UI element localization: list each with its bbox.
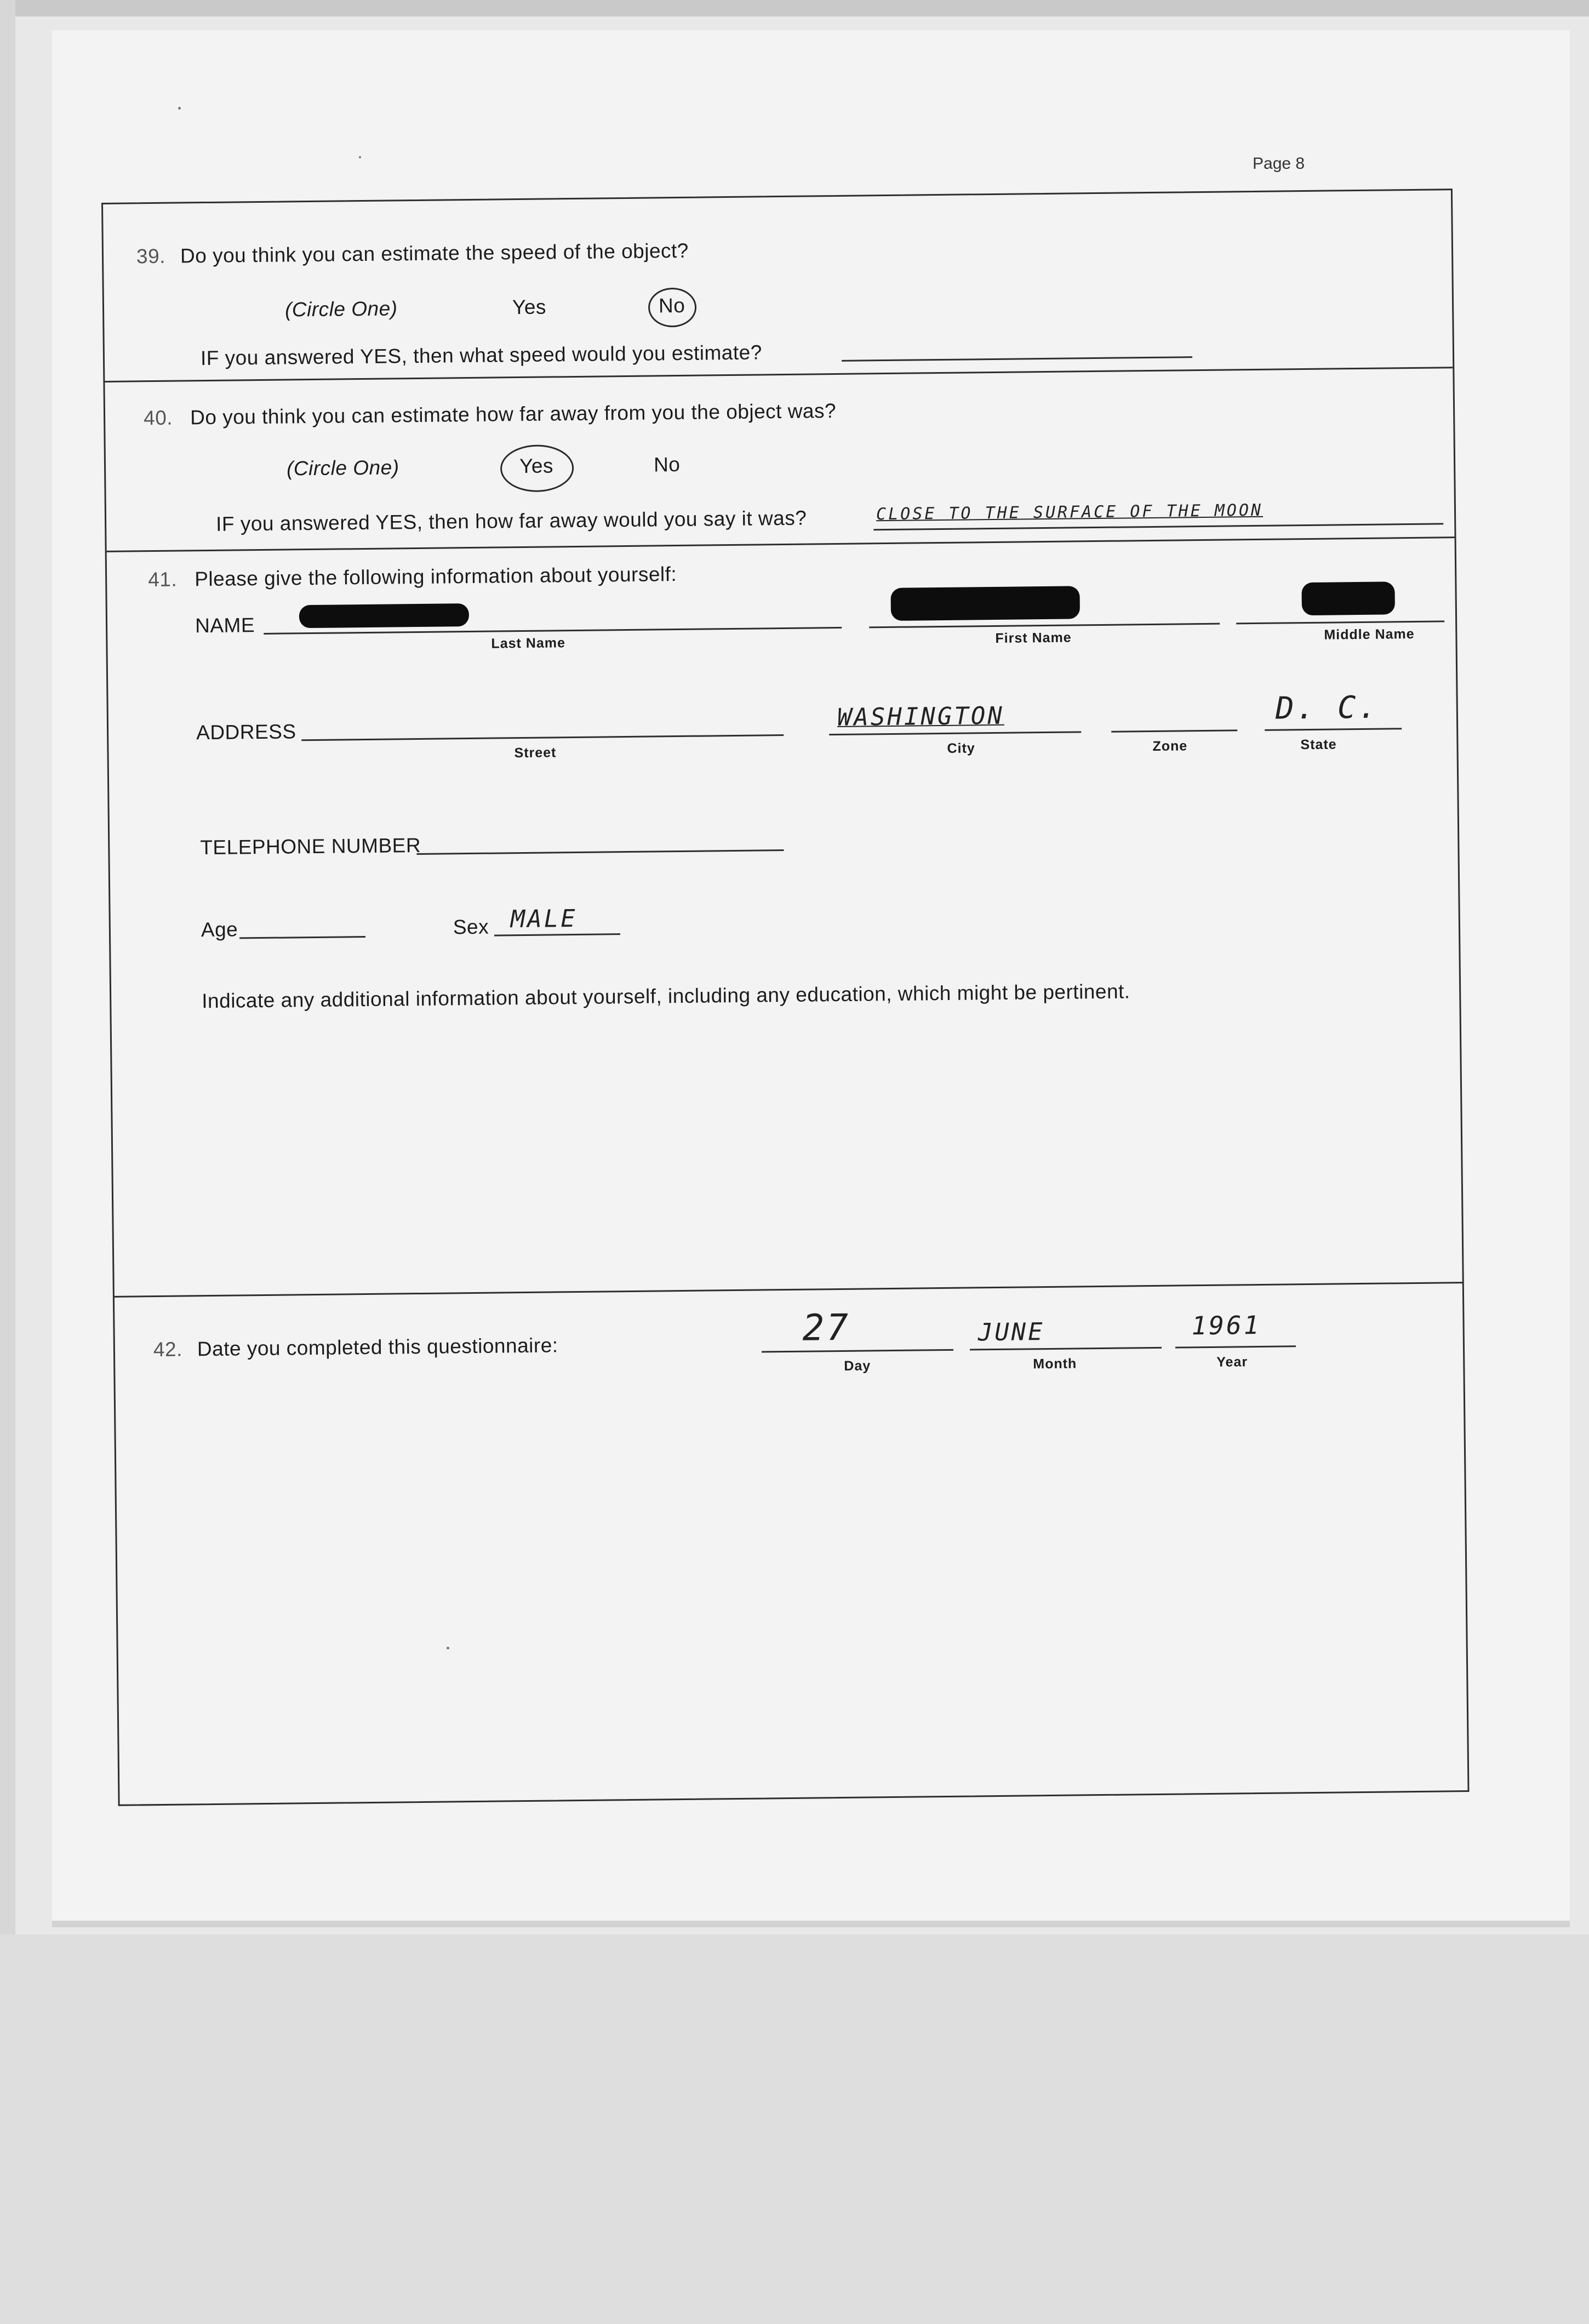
year-caption: Year bbox=[1216, 1354, 1248, 1370]
question-42-section bbox=[115, 1283, 1468, 1805]
sex-line[interactable] bbox=[494, 933, 620, 936]
middle-name-line[interactable] bbox=[1236, 620, 1444, 624]
scan-speck bbox=[178, 107, 181, 110]
question-number: 40. bbox=[143, 406, 173, 430]
redaction bbox=[299, 603, 469, 628]
followup-text: IF you answered YES, then what speed would you estimate? bbox=[200, 341, 762, 370]
distance-answer-line[interactable] bbox=[873, 523, 1443, 530]
option-yes[interactable]: Yes bbox=[512, 295, 547, 319]
followup-text: IF you answered YES, then how far away would you say it was? bbox=[215, 506, 807, 535]
year-value: 1961 bbox=[1191, 1310, 1261, 1341]
year-line[interactable] bbox=[1175, 1345, 1296, 1348]
distance-answer: CLOSE TO THE SURFACE OF THE MOON bbox=[876, 500, 1264, 524]
last-name-caption: Last Name bbox=[491, 635, 566, 652]
page-number: Page 8 bbox=[1253, 155, 1305, 173]
redaction bbox=[1301, 581, 1395, 615]
circle-one-label: (Circle One) bbox=[286, 456, 399, 480]
selection-circle bbox=[500, 444, 574, 492]
name-label: NAME bbox=[195, 614, 255, 637]
state-caption: State bbox=[1300, 736, 1337, 753]
question-text: Please give the following information about yourself: bbox=[194, 563, 677, 591]
zone-caption: Zone bbox=[1152, 738, 1188, 754]
option-no[interactable]: No bbox=[658, 294, 685, 317]
telephone-label: TELEPHONE NUMBER bbox=[200, 833, 421, 859]
age-label: Age bbox=[201, 918, 238, 941]
street-line[interactable] bbox=[301, 734, 784, 741]
question-number: 42. bbox=[153, 1338, 183, 1361]
zone-line[interactable] bbox=[1111, 729, 1237, 732]
month-line[interactable] bbox=[970, 1347, 1162, 1351]
scan-top-edge bbox=[0, 0, 1589, 16]
question-number: 39. bbox=[136, 244, 166, 268]
day-line[interactable] bbox=[762, 1349, 953, 1353]
city-line[interactable] bbox=[829, 731, 1081, 735]
state-line[interactable] bbox=[1265, 728, 1402, 731]
sex-label: Sex bbox=[453, 915, 489, 939]
last-name-line[interactable] bbox=[264, 627, 842, 635]
questionnaire-form bbox=[101, 189, 1470, 1806]
question-40-section bbox=[105, 368, 1454, 552]
selection-circle bbox=[648, 288, 697, 328]
additional-info-text: Indicate any additional information about yourself, including any education, which might be pertinent. bbox=[202, 980, 1130, 1013]
scan-bottom-band bbox=[0, 1934, 1589, 2324]
sex-value: MALE bbox=[510, 904, 578, 934]
scan-speck bbox=[359, 156, 361, 158]
city-value: WASHINGTON bbox=[837, 701, 1005, 732]
question-39-section bbox=[103, 190, 1453, 382]
month-caption: Month bbox=[1033, 1356, 1077, 1372]
question-text: Do you think you can estimate how far away from you the object was? bbox=[190, 399, 837, 429]
redaction bbox=[890, 586, 1080, 621]
speed-answer-line[interactable] bbox=[842, 356, 1192, 362]
first-name-caption: First Name bbox=[995, 630, 1072, 646]
street-caption: Street bbox=[514, 745, 557, 761]
middle-name-caption: Middle Name bbox=[1324, 626, 1415, 643]
circle-one-label: (Circle One) bbox=[284, 297, 398, 321]
day-value: 27 bbox=[802, 1306, 851, 1349]
first-name-line[interactable] bbox=[869, 623, 1220, 629]
day-caption: Day bbox=[844, 1358, 871, 1374]
scan-left-edge bbox=[0, 0, 15, 1973]
question-41-section bbox=[107, 538, 1462, 1298]
option-no[interactable]: No bbox=[653, 453, 681, 476]
telephone-line[interactable] bbox=[416, 849, 784, 855]
month-value: JUNE bbox=[978, 1318, 1045, 1347]
age-line[interactable] bbox=[239, 936, 365, 939]
city-caption: City bbox=[947, 740, 975, 756]
option-yes[interactable]: Yes bbox=[519, 454, 554, 478]
address-label: ADDRESS bbox=[196, 720, 296, 744]
question-text: Do you think you can estimate the speed of the object? bbox=[180, 239, 689, 267]
question-text: Date you completed this questionnaire: bbox=[197, 1334, 558, 1361]
state-value: D. C. bbox=[1275, 689, 1379, 727]
question-number: 41. bbox=[147, 568, 178, 591]
